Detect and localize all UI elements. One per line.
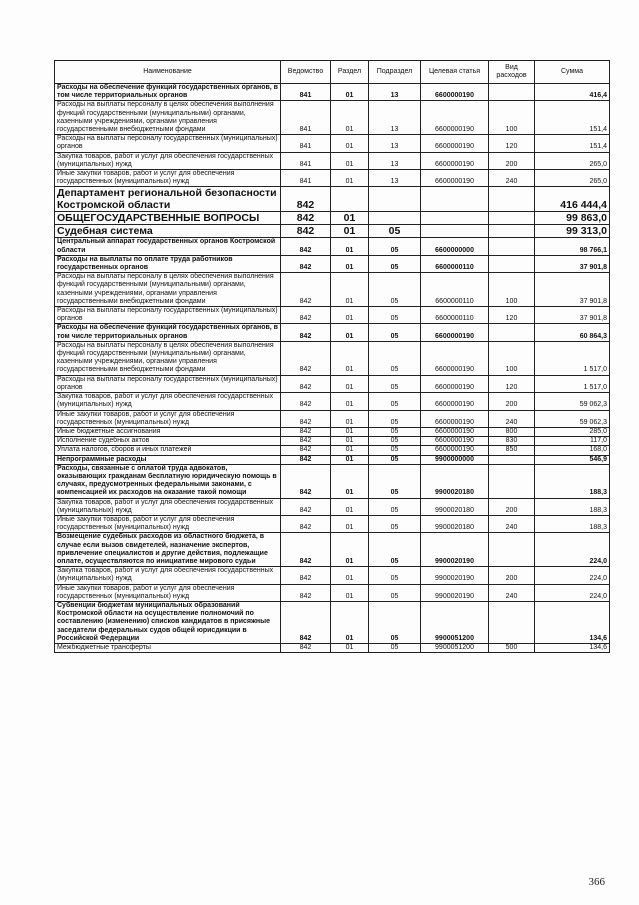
- cell-name: Межбюджетные трансферты: [55, 643, 281, 652]
- cell-podrazdel: 05: [369, 533, 421, 567]
- cell-summa: 60 864,3: [535, 324, 610, 341]
- cell-summa: 224,0: [535, 584, 610, 601]
- cell-podrazdel: 05: [369, 446, 421, 455]
- table-row: [55, 307, 610, 324]
- cell-vedomstvo: 842: [281, 273, 331, 307]
- cell-name: Непрограммные расходы: [55, 455, 281, 464]
- cell-podrazdel: 13: [369, 135, 421, 152]
- cell-vedomstvo: 842: [281, 341, 331, 375]
- cell-summa: 546,9: [535, 455, 610, 464]
- cell-podrazdel: 05: [369, 498, 421, 515]
- cell-name: Закупка товаров, работ и услуг для обеспечения государственных (муниципальных) нужд: [55, 393, 281, 410]
- cell-celevaya-statya: 9900020190: [421, 567, 489, 584]
- cell-razdel: 01: [331, 375, 369, 392]
- cell-summa: 188,3: [535, 515, 610, 532]
- cell-vedomstvo: 842: [281, 255, 331, 272]
- table-row: [55, 498, 610, 515]
- cell-celevaya-statya: 6600000000: [421, 238, 489, 255]
- table-row: [55, 341, 610, 375]
- cell-name: Центральный аппарат государственных органов Костромской области: [55, 238, 281, 255]
- cell-vid-rashodov: [489, 455, 535, 464]
- cell-celevaya-statya: 6600000110: [421, 273, 489, 307]
- cell-celevaya-statya: 6600000190: [421, 437, 489, 446]
- header-podrazdel: Подраздел: [369, 61, 421, 84]
- cell-summa: 224,0: [535, 567, 610, 584]
- cell-podrazdel: 05: [369, 393, 421, 410]
- cell-vedomstvo: 842: [281, 187, 331, 212]
- cell-celevaya-statya: 6600000190: [421, 410, 489, 427]
- cell-summa: 265,0: [535, 170, 610, 187]
- table-row: [55, 567, 610, 584]
- cell-vedomstvo: 842: [281, 464, 331, 498]
- budget-table: [54, 60, 610, 653]
- cell-celevaya-statya: 6600000190: [421, 152, 489, 169]
- cell-vedomstvo: 841: [281, 170, 331, 187]
- cell-vedomstvo: 842: [281, 238, 331, 255]
- cell-celevaya-statya: 9900020180: [421, 464, 489, 498]
- cell-celevaya-statya: [421, 187, 489, 212]
- cell-razdel: 01: [331, 307, 369, 324]
- cell-celevaya-statya: 6600000190: [421, 324, 489, 341]
- cell-summa: 99 863,0: [535, 212, 610, 225]
- cell-vedomstvo: 842: [281, 601, 331, 643]
- cell-celevaya-statya: 6600000190: [421, 341, 489, 375]
- cell-celevaya-statya: [421, 212, 489, 225]
- cell-razdel: 01: [331, 446, 369, 455]
- cell-celevaya-statya: 6600000110: [421, 255, 489, 272]
- cell-name: ОБЩЕГОСУДАРСТВЕННЫЕ ВОПРОСЫ: [55, 212, 281, 225]
- cell-name: Субвенции бюджетам муниципальных образований Костромской области на осуществление полномочий по составлению (изменению) списков кандидатов в присяжные заседатели федеральных судов общей юрисдикции в Российской Федерации: [55, 601, 281, 643]
- cell-podrazdel: 05: [369, 255, 421, 272]
- cell-summa: 98 766,1: [535, 238, 610, 255]
- cell-podrazdel: [369, 187, 421, 212]
- table-header-row: [55, 61, 610, 84]
- cell-razdel: 01: [331, 170, 369, 187]
- cell-vid-rashodov: 240: [489, 584, 535, 601]
- header-celevaya-statya: Целевая статья: [421, 61, 489, 84]
- cell-vedomstvo: 842: [281, 446, 331, 455]
- cell-vid-rashodov: [489, 601, 535, 643]
- cell-podrazdel: 05: [369, 225, 421, 238]
- cell-razdel: 01: [331, 643, 369, 652]
- cell-podrazdel: [369, 212, 421, 225]
- table-row: [55, 187, 610, 212]
- cell-vedomstvo: 842: [281, 455, 331, 464]
- cell-vid-rashodov: 200: [489, 393, 535, 410]
- cell-summa: 134,6: [535, 601, 610, 643]
- cell-vedomstvo: 842: [281, 212, 331, 225]
- cell-razdel: 01: [331, 393, 369, 410]
- cell-vedomstvo: 842: [281, 643, 331, 652]
- cell-vid-rashodov: [489, 187, 535, 212]
- cell-vedomstvo: 842: [281, 393, 331, 410]
- cell-celevaya-statya: 6600000190: [421, 375, 489, 392]
- cell-name: Департамент региональной безопасности Костромской области: [55, 187, 281, 212]
- cell-vedomstvo: 842: [281, 375, 331, 392]
- cell-summa: 265,0: [535, 152, 610, 169]
- table-row: [55, 225, 610, 238]
- header-razdel: Раздел: [331, 61, 369, 84]
- table-row: [55, 84, 610, 101]
- cell-vid-rashodov: [489, 324, 535, 341]
- cell-vid-rashodov: 120: [489, 307, 535, 324]
- table-row: [55, 273, 610, 307]
- cell-summa: 188,3: [535, 498, 610, 515]
- cell-name: Исполнение судебных актов: [55, 437, 281, 446]
- cell-celevaya-statya: 6600000190: [421, 446, 489, 455]
- cell-summa: 285,0: [535, 427, 610, 436]
- cell-razdel: 01: [331, 437, 369, 446]
- cell-celevaya-statya: 6600000190: [421, 427, 489, 436]
- table-row: [55, 238, 610, 255]
- cell-vid-rashodov: [489, 255, 535, 272]
- cell-name: Расходы на обеспечение функций государственных органов, в том числе территориальных органов: [55, 84, 281, 101]
- cell-podrazdel: 13: [369, 170, 421, 187]
- cell-vid-rashodov: 120: [489, 135, 535, 152]
- cell-name: Расходы на выплаты персоналу государственных (муниципальных) органов: [55, 307, 281, 324]
- cell-vedomstvo: 841: [281, 101, 331, 135]
- header-vedomstvo: Ведомство: [281, 61, 331, 84]
- cell-razdel: 01: [331, 324, 369, 341]
- cell-podrazdel: 13: [369, 84, 421, 101]
- cell-vedomstvo: 841: [281, 135, 331, 152]
- cell-podrazdel: 05: [369, 437, 421, 446]
- cell-vedomstvo: 841: [281, 152, 331, 169]
- cell-podrazdel: 05: [369, 341, 421, 375]
- cell-summa: 59 062,3: [535, 410, 610, 427]
- cell-podrazdel: 05: [369, 324, 421, 341]
- cell-razdel: 01: [331, 101, 369, 135]
- cell-name: Расходы на выплаты персоналу государственных (муниципальных) органов: [55, 375, 281, 392]
- header-vid-rashodov: Вид расходов: [489, 61, 535, 84]
- cell-name: Расходы на выплаты персоналу государственных (муниципальных) органов: [55, 135, 281, 152]
- cell-vedomstvo: 842: [281, 427, 331, 436]
- cell-podrazdel: 05: [369, 601, 421, 643]
- cell-name: Закупка товаров, работ и услуг для обеспечения государственных (муниципальных) нужд: [55, 567, 281, 584]
- cell-summa: 99 313,0: [535, 225, 610, 238]
- cell-razdel: 01: [331, 238, 369, 255]
- table-row: [55, 601, 610, 643]
- table-body: [55, 84, 610, 653]
- cell-podrazdel: 13: [369, 101, 421, 135]
- cell-vid-rashodov: [489, 212, 535, 225]
- cell-celevaya-statya: 9900051200: [421, 643, 489, 652]
- cell-podrazdel: 05: [369, 427, 421, 436]
- cell-razdel: 01: [331, 427, 369, 436]
- cell-podrazdel: 05: [369, 464, 421, 498]
- table-row: [55, 464, 610, 498]
- cell-vid-rashodov: 100: [489, 341, 535, 375]
- cell-vid-rashodov: 200: [489, 152, 535, 169]
- cell-name: Закупка товаров, работ и услуг для обеспечения государственных (муниципальных) нужд: [55, 152, 281, 169]
- table-row: [55, 533, 610, 567]
- cell-name: Иные бюджетные ассигнования: [55, 427, 281, 436]
- table-row: [55, 152, 610, 169]
- cell-razdel: 01: [331, 455, 369, 464]
- cell-celevaya-statya: 6600000110: [421, 307, 489, 324]
- cell-podrazdel: 05: [369, 410, 421, 427]
- table-row: [55, 584, 610, 601]
- cell-vid-rashodov: [489, 225, 535, 238]
- cell-summa: 168,0: [535, 446, 610, 455]
- table-row: [55, 515, 610, 532]
- cell-razdel: 01: [331, 152, 369, 169]
- cell-razdel: 01: [331, 273, 369, 307]
- cell-summa: 37 901,8: [535, 273, 610, 307]
- cell-podrazdel: 13: [369, 152, 421, 169]
- cell-name: Возмещение судебных расходов из областного бюджета, в случае если вызов свидетелей, назначение экспертов, привлечение специалистов и другие действия, подлежащие оплате, осуществляются по инициативе мирового судьи: [55, 533, 281, 567]
- cell-vid-rashodov: [489, 84, 535, 101]
- cell-vedomstvo: 842: [281, 567, 331, 584]
- cell-vedomstvo: 842: [281, 307, 331, 324]
- cell-vedomstvo: 842: [281, 437, 331, 446]
- table-row: [55, 643, 610, 652]
- cell-celevaya-statya: 9900020180: [421, 498, 489, 515]
- cell-celevaya-statya: 9900020190: [421, 533, 489, 567]
- cell-summa: 1 517,0: [535, 375, 610, 392]
- cell-razdel: 01: [331, 341, 369, 375]
- cell-vedomstvo: 842: [281, 584, 331, 601]
- table-row: [55, 101, 610, 135]
- cell-vid-rashodov: [489, 238, 535, 255]
- header-summa: Сумма: [535, 61, 610, 84]
- cell-podrazdel: 05: [369, 567, 421, 584]
- cell-vid-rashodov: 850: [489, 446, 535, 455]
- cell-celevaya-statya: [421, 225, 489, 238]
- cell-vid-rashodov: [489, 533, 535, 567]
- cell-razdel: 01: [331, 515, 369, 532]
- table-row: [55, 170, 610, 187]
- cell-name: Иные закупки товаров, работ и услуг для обеспечения государственных (муниципальных) нужд: [55, 515, 281, 532]
- cell-summa: 134,6: [535, 643, 610, 652]
- cell-celevaya-statya: 6600000190: [421, 170, 489, 187]
- cell-vid-rashodov: 240: [489, 410, 535, 427]
- cell-vedomstvo: 842: [281, 324, 331, 341]
- cell-razdel: 01: [331, 410, 369, 427]
- cell-podrazdel: 05: [369, 273, 421, 307]
- cell-name: Иные закупки товаров, работ и услуг для обеспечения государственных (муниципальных) нужд: [55, 170, 281, 187]
- cell-razdel: 01: [331, 533, 369, 567]
- cell-vid-rashodov: 800: [489, 427, 535, 436]
- cell-vid-rashodov: 100: [489, 101, 535, 135]
- cell-name: Уплата налогов, сборов и иных платежей: [55, 446, 281, 455]
- cell-name: Расходы на обеспечение функций государственных органов, в том числе территориальных органов: [55, 324, 281, 341]
- table-row: [55, 212, 610, 225]
- cell-name: Иные закупки товаров, работ и услуг для обеспечения государственных (муниципальных) нужд: [55, 584, 281, 601]
- table-row: [55, 427, 610, 436]
- table-row: [55, 324, 610, 341]
- cell-name: Расходы, связанные с оплатой труда адвокатов, оказывающих гражданам бесплатную юридическую помощь в случаях, предусмотренных федеральными законами, с компенсацией их расходов на оказание такой помощи: [55, 464, 281, 498]
- cell-vedomstvo: 841: [281, 84, 331, 101]
- cell-name: Расходы на выплаты персоналу в целях обеспечения выполнения функций государственными (муниципальными) органами, казенными учреждениями, органами управления государственными внебюджетными фондами: [55, 101, 281, 135]
- cell-summa: 188,3: [535, 464, 610, 498]
- table-row: [55, 135, 610, 152]
- cell-name: Судебная система: [55, 225, 281, 238]
- cell-summa: 151,4: [535, 135, 610, 152]
- cell-podrazdel: 05: [369, 238, 421, 255]
- cell-razdel: 01: [331, 567, 369, 584]
- cell-razdel: 01: [331, 135, 369, 152]
- cell-summa: 1 517,0: [535, 341, 610, 375]
- header-name: Наименование: [55, 61, 281, 84]
- page-number: 366: [588, 876, 605, 888]
- cell-razdel: 01: [331, 584, 369, 601]
- cell-name: Иные закупки товаров, работ и услуг для обеспечения государственных (муниципальных) нужд: [55, 410, 281, 427]
- cell-summa: 37 901,8: [535, 307, 610, 324]
- cell-celevaya-statya: 9900020190: [421, 584, 489, 601]
- cell-summa: 151,4: [535, 101, 610, 135]
- cell-name: Расходы на выплаты персоналу в целях обеспечения выполнения функций государственными (муниципальными) органами, казенными учреждениями, органами управления государственными внебюджетными фондами: [55, 273, 281, 307]
- cell-celevaya-statya: 6600000190: [421, 84, 489, 101]
- cell-celevaya-statya: 9900020180: [421, 515, 489, 532]
- cell-summa: 117,0: [535, 437, 610, 446]
- cell-razdel: 01: [331, 464, 369, 498]
- cell-vid-rashodov: 200: [489, 567, 535, 584]
- cell-podrazdel: 05: [369, 455, 421, 464]
- cell-vid-rashodov: 240: [489, 170, 535, 187]
- cell-podrazdel: 05: [369, 584, 421, 601]
- cell-summa: 59 062,3: [535, 393, 610, 410]
- cell-vedomstvo: 842: [281, 410, 331, 427]
- cell-razdel: 01: [331, 225, 369, 238]
- cell-vid-rashodov: 200: [489, 498, 535, 515]
- cell-summa: 416 444,4: [535, 187, 610, 212]
- table-row: [55, 393, 610, 410]
- table-row: [55, 437, 610, 446]
- table-row: [55, 446, 610, 455]
- cell-podrazdel: 05: [369, 375, 421, 392]
- cell-vedomstvo: 842: [281, 498, 331, 515]
- cell-podrazdel: 05: [369, 515, 421, 532]
- cell-celevaya-statya: 6600000190: [421, 135, 489, 152]
- cell-razdel: 01: [331, 255, 369, 272]
- cell-podrazdel: 05: [369, 307, 421, 324]
- cell-vid-rashodov: [489, 464, 535, 498]
- cell-podrazdel: 05: [369, 643, 421, 652]
- cell-name: Расходы на выплаты по оплате труда работников государственных органов: [55, 255, 281, 272]
- cell-razdel: 01: [331, 84, 369, 101]
- table-row: [55, 410, 610, 427]
- table-row: [55, 455, 610, 464]
- cell-vedomstvo: 842: [281, 533, 331, 567]
- cell-celevaya-statya: 9900000000: [421, 455, 489, 464]
- cell-razdel: [331, 187, 369, 212]
- table-row: [55, 375, 610, 392]
- cell-celevaya-statya: 6600000190: [421, 393, 489, 410]
- cell-vid-rashodov: 100: [489, 273, 535, 307]
- cell-name: Расходы на выплаты персоналу в целях обеспечения выполнения функций государственными (муниципальными) органами, казенными учреждениями, органами управления государственными внебюджетными фондами: [55, 341, 281, 375]
- cell-razdel: 01: [331, 498, 369, 515]
- cell-summa: 37 901,8: [535, 255, 610, 272]
- cell-vid-rashodov: 240: [489, 515, 535, 532]
- cell-summa: 224,0: [535, 533, 610, 567]
- table-row: [55, 255, 610, 272]
- cell-razdel: 01: [331, 601, 369, 643]
- cell-celevaya-statya: 6600000190: [421, 101, 489, 135]
- cell-vid-rashodov: 830: [489, 437, 535, 446]
- cell-vid-rashodov: 120: [489, 375, 535, 392]
- cell-vid-rashodov: 500: [489, 643, 535, 652]
- cell-razdel: 01: [331, 212, 369, 225]
- cell-vedomstvo: 842: [281, 225, 331, 238]
- cell-summa: 416,4: [535, 84, 610, 101]
- cell-celevaya-statya: 9900051200: [421, 601, 489, 643]
- cell-name: Закупка товаров, работ и услуг для обеспечения государственных (муниципальных) нужд: [55, 498, 281, 515]
- cell-vedomstvo: 842: [281, 515, 331, 532]
